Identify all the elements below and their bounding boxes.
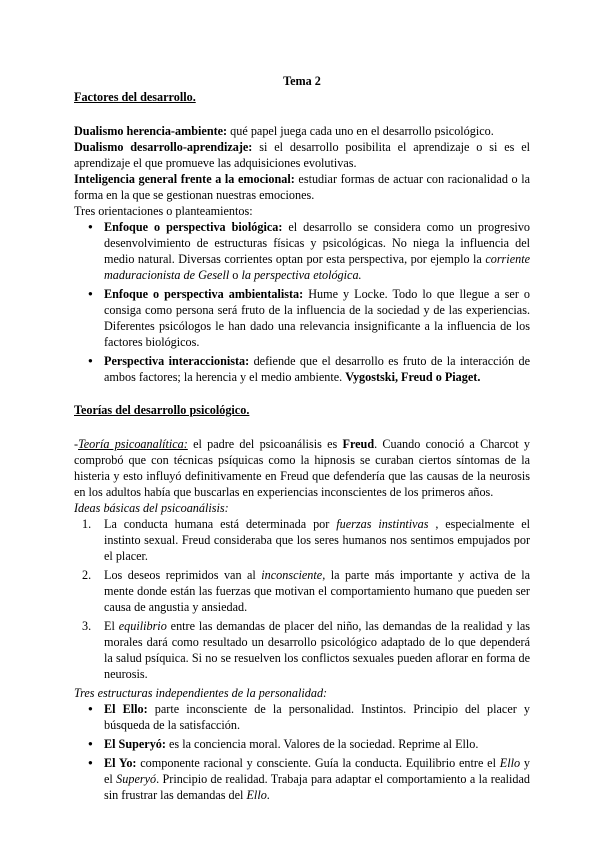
- ideas-heading: Ideas básicas del psicoanálisis:: [74, 501, 229, 515]
- structures-list: [74, 701, 530, 803]
- section-heading-teorias: Teorías del desarrollo psicológico.: [74, 403, 250, 417]
- paragraph-orientaciones: Tres orientaciones o planteamientos:: [74, 204, 253, 218]
- term-teoria-psicoanalitica: Teoría psicoanalítica:: [78, 437, 188, 451]
- list-item-superyo: ● El Superyó: es la conciencia moral. Valores de la sociedad. Reprime al Ello.: [104, 736, 530, 752]
- list-item-yo: ● El Yo: componente racional y consciente. Guía la conducta. Equilibrio entre el Ello y el Superyó. Principio de realidad. Trabaja para adaptar el comportamiento a la realidad sin frustrar las demandas del Ello.: [104, 755, 530, 803]
- list-item-idea-2: 2. Los deseos reprimidos van al inconsciente, la parte más importante y activa de la mente donde están las fuerzas que motivan el comportamiento humano que pueden ser causa de angustia y ansiedad.: [82, 568, 531, 614]
- term-herencia-ambiente: Dualismo herencia-ambiente:: [74, 124, 228, 138]
- orientaciones-list: [74, 219, 530, 385]
- list-item-idea-1: 1. La conducta humana está determinada por fuerzas instintivas , especialmente el instinto sexual. Freud consideraba que los seres humanos nos sentimos empujados por el placer.: [82, 517, 530, 563]
- list-item-biologica: ● Enfoque o perspectiva biológica: el desarrollo se considera como un progresivo desenvolvimiento de estructuras físicas y psicológicas. No niega la influencia del medio natural. Diversas corrientes optan por esta perspectiva, por ejemplo la corriente maduracionista de Gesell o la perspectiva etológica.: [104, 219, 530, 283]
- list-item-idea-3: 3. El equilibrio entre las demandas de placer del niño, las demandas de la realidad y las morales dará como resultado un desarrollo psicológico adaptado de lo que dependerá la salud psíquica. Si no se resuelven los conflictos sexuales pueden aflorar en forma de neurosis.: [82, 619, 530, 681]
- paragraph-inteligencia: Inteligencia general frente a la emocional: estudiar formas de actuar con racionalidad o la forma en la que se gestionan nuestras emociones.: [74, 172, 530, 202]
- list-item-interaccionista: ● Perspectiva interaccionista: defiende que el desarrollo es fruto de la interacción de ambos factores; la herencia y el medio ambiente. Vygostski, Freud o Piaget.: [104, 353, 530, 385]
- section-heading-factores: Factores del desarrollo.: [74, 90, 196, 104]
- document-title: Tema 2: [283, 74, 321, 88]
- term-desarrollo-aprendizaje: Dualismo desarrollo-aprendizaje:: [74, 140, 253, 154]
- paragraph-desarrollo-aprendizaje: Dualismo desarrollo-aprendizaje: si el desarrollo posibilita el aprendizaje o si es el aprendizaje el que promueve las adquisiciones evolutivas.: [74, 140, 530, 170]
- structures-heading: Tres estructuras independientes de la personalidad:: [74, 686, 328, 700]
- list-item-ello: ● El Ello: parte inconsciente de la personalidad. Instintos. Principio del placer y búsqueda de la satisfacción.: [104, 701, 530, 733]
- ideas-list: [74, 516, 530, 682]
- list-item-ambientalista: ● Enfoque o perspectiva ambientalista: Hume y Locke. Todo lo que llegue a ser o consiga como persona será fruto de la influencia de la sociedad y de las experiencias. Diferentes psicólogos le han dado una relevancia insignificante a la influencia de los factores biológicos.: [104, 286, 530, 350]
- term-inteligencia: Inteligencia general frente a la emocional:: [74, 172, 295, 186]
- paragraph-herencia-ambiente: Dualismo herencia-ambiente: qué papel juega cada uno en el desarrollo psicológico.: [74, 124, 494, 138]
- paragraph-psicoanalitica: -Teoría psicoanalítica: el padre del psicoanálisis es Freud. Cuando conoció a Charcot y comprobó que con técnicas psíquicas como la hipnosis se curaban ciertos síntomas de la histeria y esto influyó definitivamente en Freud que defendería que las causas de la neurosis en los adultos había que buscarlas en experiencias inconscientes de los primeros años.: [74, 437, 531, 499]
- document-page: [74, 73, 530, 806]
